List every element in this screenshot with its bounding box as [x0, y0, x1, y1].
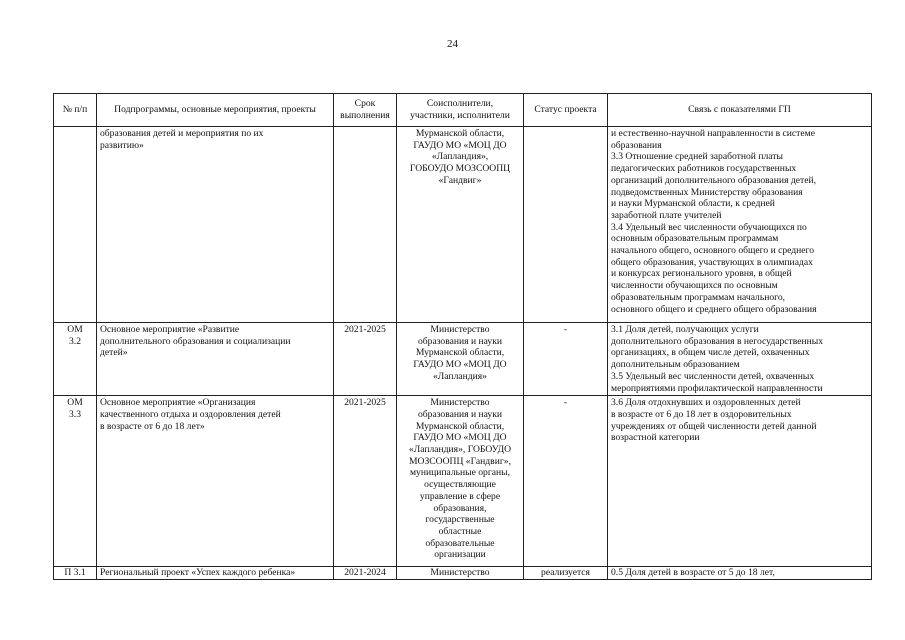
cell-status: реализуется [524, 567, 608, 580]
header-link: Связь с показателями ГП [608, 94, 872, 127]
cell-name: Основное мероприятие «Развитие дополнительного образования и социализации детей» [97, 323, 334, 396]
cell-executors: Мурманской области, ГАУДО МО «МОЦ ДО «Лапландия», ГОБОУДО МОЗСООПЦ «Гандвиг» [397, 127, 524, 323]
header-term: Срок выполнения [334, 94, 397, 127]
cell-status [524, 127, 608, 323]
table-row [54, 396, 872, 567]
table-row [54, 127, 872, 323]
cell-term: 2021-2025 [334, 396, 397, 567]
cell-name: Основное мероприятие «Организация качественного отдыха и оздоровления детей в возрасте от 6 до 18 лет» [97, 396, 334, 567]
cell-link: 3.6 Доля отдохнувших и оздоровленных детей в возрасте от 6 до 18 лет в оздоровительных учреждениях от общей численности детей данной возрастной категории [608, 396, 872, 567]
cell-link: 3.1 Доля детей, получающих услуги дополнительного образования в негосударственных организациях, в общем числе детей, охваченных дополнительным образованием 3.5 Удельный вес численности детей, охваченных мероприятиями профилактической направленности [608, 323, 872, 396]
table-row [54, 567, 872, 580]
cell-status: - [524, 396, 608, 567]
header-executors: Соисполнители, участники, исполнители [397, 94, 524, 127]
cell-term: 2021-2025 [334, 323, 397, 396]
cell-term [334, 127, 397, 323]
cell-link: 0.5 Доля детей в возрасте от 5 до 18 лет, [608, 567, 872, 580]
cell-executors: Министерство образования и науки Мурманской области, ГАУДО МО «МОЦ ДО «Лапландия» [397, 323, 524, 396]
cell-link: и естественно-научной направленности в системе образования 3.3 Отношение средней заработной платы педагогических работников государственных организаций дополнительного образования детей, подведомственных Министерству образования и науки Мурманской области, к средней заработной плате учителей 3.4 Удельный вес численности обучающихся по основным образовательным программам начального общего, основного общего и среднего общего образования, участвующих в олимпиадах и конкурсах регионального уровня, в общей численности обучающихся по основным образовательным программам начального, основного общего и среднего общего образования [608, 127, 872, 323]
cell-num: ОМ 3.3 [54, 396, 97, 567]
page-number: 24 [447, 38, 458, 50]
header-name: Подпрограммы, основные мероприятия, проекты [97, 94, 334, 127]
cell-num: П 3.1 [54, 567, 97, 580]
cell-executors: Министерство образования и науки Мурманской области, ГАУДО МО «МОЦ ДО «Лапландия», ГОБОУДО МОЗСООПЦ «Гандвиг», муниципальные органы, осуществляющие управление в сфере образования, государственные областные образовательные организации [397, 396, 524, 567]
table-header-row [54, 94, 872, 127]
header-status: Статус проекта [524, 94, 608, 127]
cell-name: Региональный проект «Успех каждого ребенка» [97, 567, 334, 580]
table-row [54, 323, 872, 396]
cell-num [54, 127, 97, 323]
cell-status: - [524, 323, 608, 396]
cell-num: ОМ 3.2 [54, 323, 97, 396]
cell-name: образования детей и мероприятия по их развитию» [97, 127, 334, 323]
cell-executors: Министерство [397, 567, 524, 580]
cell-term: 2021-2024 [334, 567, 397, 580]
header-num: № п/п [54, 94, 97, 127]
program-table [53, 93, 872, 580]
